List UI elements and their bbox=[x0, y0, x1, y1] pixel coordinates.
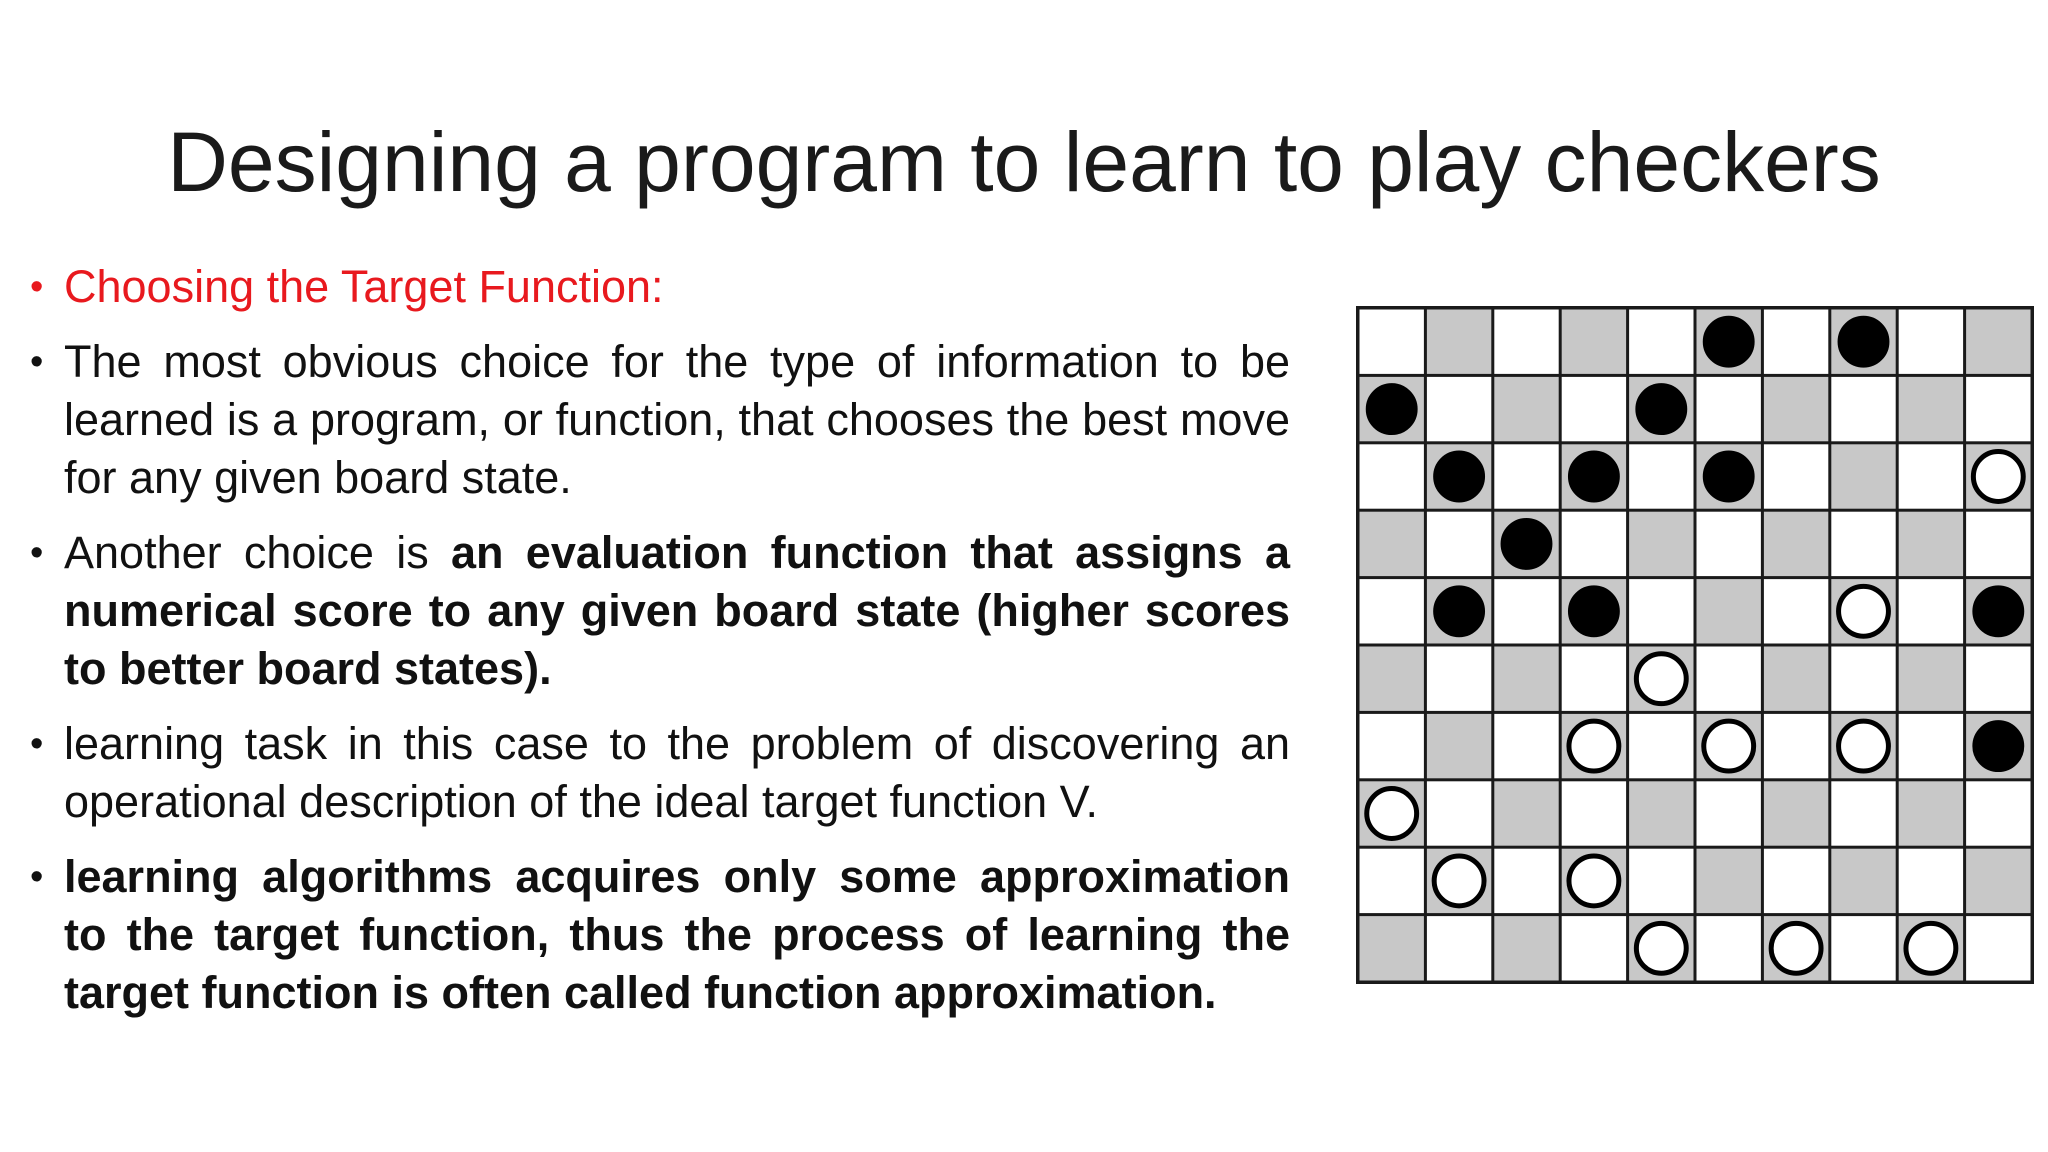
board-square bbox=[1697, 579, 1761, 643]
board-square bbox=[1562, 310, 1626, 374]
board-square bbox=[1427, 647, 1491, 711]
board-square bbox=[1360, 512, 1424, 576]
black-checker-piece bbox=[1367, 384, 1417, 434]
board-square bbox=[1764, 377, 1828, 441]
bullet-item bbox=[30, 258, 1290, 316]
board-square bbox=[1831, 512, 1895, 576]
board-square bbox=[1360, 444, 1424, 508]
white-checker-piece bbox=[1906, 923, 1956, 973]
bullet-dot-icon: • bbox=[30, 266, 44, 308]
bullet-text: learning task in this case to the problem of discovering an operational description of the ideal target function V. bbox=[64, 718, 1290, 827]
board-square bbox=[1360, 579, 1424, 643]
bullet-item bbox=[30, 333, 1290, 507]
white-checker-piece bbox=[1973, 452, 2023, 502]
checkers-board bbox=[1354, 304, 2036, 986]
board-square bbox=[1899, 781, 1963, 845]
board-square bbox=[1629, 310, 1693, 374]
board-square bbox=[1427, 377, 1491, 441]
white-checker-piece bbox=[1704, 721, 1754, 771]
board-square bbox=[1494, 714, 1558, 778]
board-square bbox=[1494, 377, 1558, 441]
white-checker-piece bbox=[1636, 654, 1686, 704]
board-square bbox=[1899, 579, 1963, 643]
board-square bbox=[1966, 916, 2030, 980]
bullet-text-bold: learning algorithms acquires only some approximation to the target function, thus the process of learning the target function is often called function approximation. bbox=[64, 851, 1290, 1018]
board-square bbox=[1966, 512, 2030, 576]
black-checker-piece bbox=[1434, 586, 1484, 636]
board-square bbox=[1494, 444, 1558, 508]
black-checker-piece bbox=[1973, 721, 2023, 771]
board-square bbox=[1629, 714, 1693, 778]
board-square bbox=[1764, 579, 1828, 643]
black-checker-piece bbox=[1569, 586, 1619, 636]
board-square bbox=[1764, 849, 1828, 913]
board-square bbox=[1360, 714, 1424, 778]
white-checker-piece bbox=[1367, 789, 1417, 839]
board-square bbox=[1360, 916, 1424, 980]
board-square bbox=[1427, 916, 1491, 980]
board-square bbox=[1831, 916, 1895, 980]
black-checker-piece bbox=[1839, 317, 1889, 367]
board-square bbox=[1764, 714, 1828, 778]
board-square bbox=[1764, 647, 1828, 711]
board-square bbox=[1899, 310, 1963, 374]
board-square bbox=[1629, 849, 1693, 913]
board-square bbox=[1427, 310, 1491, 374]
board-square bbox=[1427, 512, 1491, 576]
board-square bbox=[1562, 512, 1626, 576]
bullet-text: Another choice is bbox=[64, 527, 452, 578]
board-square bbox=[1562, 916, 1626, 980]
board-square bbox=[1629, 781, 1693, 845]
board-square bbox=[1831, 444, 1895, 508]
board-square bbox=[1899, 377, 1963, 441]
board-square bbox=[1494, 916, 1558, 980]
board-square bbox=[1966, 781, 2030, 845]
bullet-item bbox=[30, 848, 1290, 1022]
board-square bbox=[1427, 781, 1491, 845]
board-square bbox=[1764, 512, 1828, 576]
board-square bbox=[1966, 310, 2030, 374]
board-square bbox=[1764, 781, 1828, 845]
board-square bbox=[1899, 512, 1963, 576]
board-square bbox=[1899, 444, 1963, 508]
board-square bbox=[1629, 512, 1693, 576]
board-square bbox=[1494, 849, 1558, 913]
board-square bbox=[1697, 781, 1761, 845]
board-square bbox=[1831, 849, 1895, 913]
bullet-text-bold: an evaluation function that assigns a numerical score to any given board state (higher scores to better board states). bbox=[64, 527, 1290, 694]
white-checker-piece bbox=[1771, 923, 1821, 973]
board-square bbox=[1966, 849, 2030, 913]
board-square bbox=[1831, 377, 1895, 441]
board-square bbox=[1427, 714, 1491, 778]
bullet-dot-icon: • bbox=[30, 723, 44, 765]
bullet-item bbox=[30, 715, 1290, 831]
black-checker-piece bbox=[1973, 586, 2023, 636]
black-checker-piece bbox=[1434, 452, 1484, 502]
bullet-list bbox=[30, 258, 1290, 1039]
black-checker-piece bbox=[1636, 384, 1686, 434]
board-square bbox=[1494, 647, 1558, 711]
board-square bbox=[1764, 310, 1828, 374]
board-square bbox=[1629, 579, 1693, 643]
bullet-item bbox=[30, 524, 1290, 698]
board-square bbox=[1831, 647, 1895, 711]
board-square bbox=[1629, 444, 1693, 508]
white-checker-piece bbox=[1636, 923, 1686, 973]
board-square bbox=[1697, 377, 1761, 441]
board-square bbox=[1899, 647, 1963, 711]
bullet-dot-icon: • bbox=[30, 341, 44, 383]
board-square bbox=[1966, 647, 2030, 711]
slide-title: Designing a program to learn to play checkers bbox=[167, 115, 1881, 209]
board-square bbox=[1494, 781, 1558, 845]
board-square bbox=[1831, 781, 1895, 845]
board-square bbox=[1562, 647, 1626, 711]
board-square bbox=[1697, 512, 1761, 576]
board-square bbox=[1697, 647, 1761, 711]
board-square bbox=[1494, 579, 1558, 643]
black-checker-piece bbox=[1704, 452, 1754, 502]
board-square bbox=[1360, 310, 1424, 374]
bullet-text: Choosing the Target Function: bbox=[64, 261, 664, 312]
board-square bbox=[1697, 916, 1761, 980]
bullet-text: The most obvious choice for the type of information to be learned is a program, or function, that chooses the best move for any given board state. bbox=[64, 336, 1290, 503]
black-checker-piece bbox=[1704, 317, 1754, 367]
white-checker-piece bbox=[1569, 856, 1619, 906]
board-square bbox=[1764, 444, 1828, 508]
board-square bbox=[1562, 377, 1626, 441]
board-square bbox=[1494, 310, 1558, 374]
board-square bbox=[1697, 849, 1761, 913]
white-checker-piece bbox=[1839, 586, 1889, 636]
white-checker-piece bbox=[1839, 721, 1889, 771]
bullet-dot-icon: • bbox=[30, 856, 44, 898]
board-square bbox=[1562, 781, 1626, 845]
bullet-dot-icon: • bbox=[30, 532, 44, 574]
board-square bbox=[1360, 849, 1424, 913]
board-square bbox=[1360, 647, 1424, 711]
white-checker-piece bbox=[1569, 721, 1619, 771]
white-checker-piece bbox=[1434, 856, 1484, 906]
black-checker-piece bbox=[1569, 452, 1619, 502]
board-square bbox=[1966, 377, 2030, 441]
board-square bbox=[1899, 714, 1963, 778]
board-square bbox=[1899, 849, 1963, 913]
black-checker-piece bbox=[1502, 519, 1552, 569]
